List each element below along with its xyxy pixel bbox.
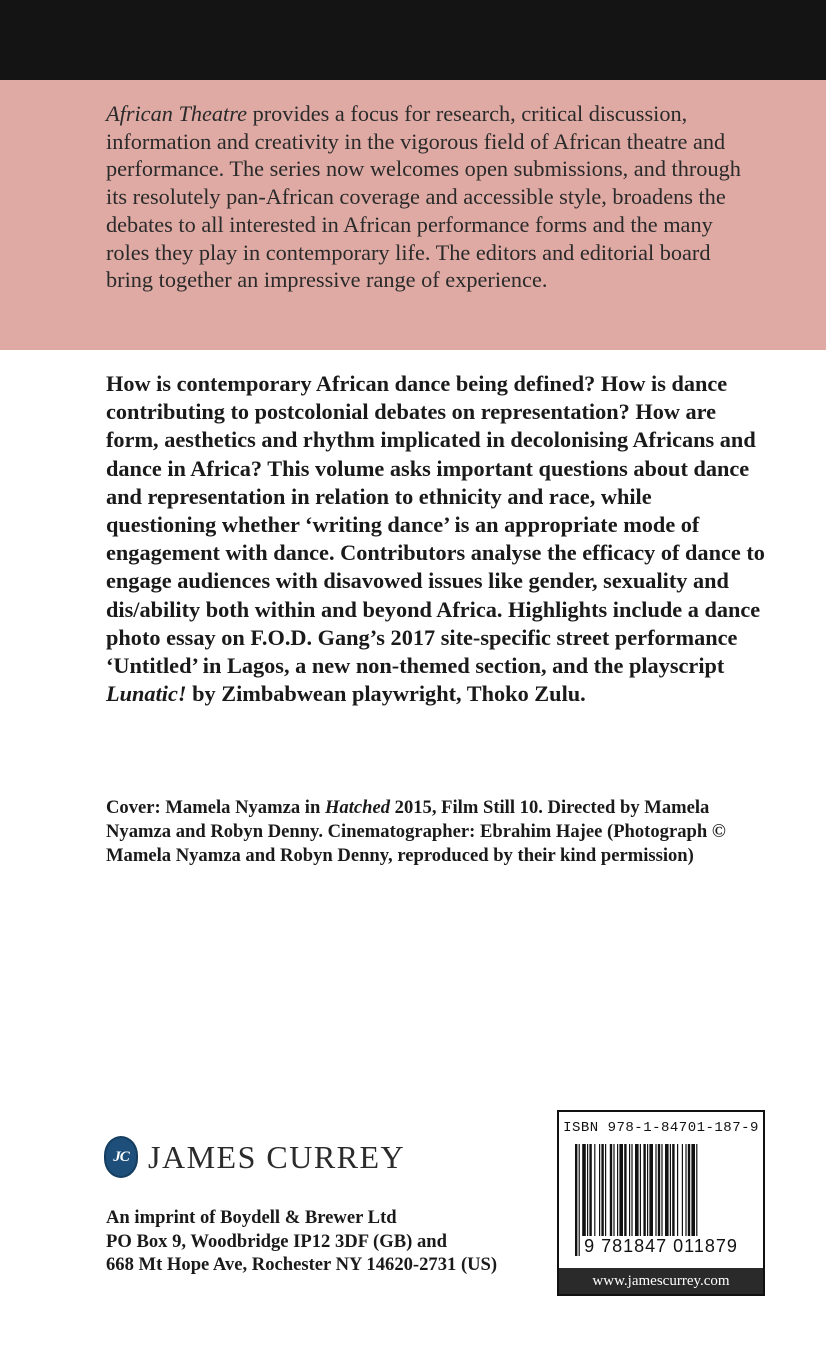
- isbn-label: ISBN 978-1-84701-187-9: [563, 1120, 759, 1136]
- barcode-digits: 9 781847 011879: [584, 1236, 738, 1256]
- cover-work-title: Hatched: [324, 797, 391, 818]
- imprint-line: 668 Mt Hope Ave, Rochester NY 14620-2731 (US): [106, 1254, 498, 1275]
- play-title: Lunatic!: [106, 681, 187, 707]
- imprint-line: PO Box 9, Woodbridge IP12 3DF (GB) and: [106, 1230, 447, 1252]
- book-description: [106, 370, 766, 708]
- cover-credit-prefix: Cover: Mamela Nyamza in: [106, 797, 325, 818]
- cover-credit-suffix: 2015, Film Still 10. Directed by Mamela Nyamza and Robyn Denny. Cinematographer: Ebrahim Hajee (Photograph © Mamela Nyamza and Robyn Denny, reproduced by their kind permission): [106, 797, 726, 866]
- publisher-name: JAMES CURREY: [148, 1138, 406, 1175]
- description-text-end: by Zimbabwean playwright, Thoko Zulu.: [186, 681, 586, 707]
- imprint-line: An imprint of Boydell & Brewer Ltd: [106, 1207, 397, 1228]
- top-dark-band: [0, 0, 826, 80]
- publisher-logo: [104, 1136, 405, 1178]
- cover-credit: [106, 796, 766, 868]
- series-blurb: [106, 100, 746, 294]
- series-blurb-text: provides a focus for research, critical discussion, information and creativity in the vigorous field of African theatre and performance. The series now welcomes open submissions, and through its resolutely pan-African coverage and accessible style, broadens the debates to all interested in African performance forms and the many roles they play in contemporary life. The editors and editorial board bring together an impressive range of experience.: [106, 101, 741, 293]
- barcode-box: [557, 1110, 765, 1296]
- series-title: African Theatre: [106, 101, 247, 126]
- imprint-address: [106, 1206, 546, 1277]
- description-text: How is contemporary African dance being defined? How is dance contributing to postcolonial debates on representation? How are form, aesthetics and rhythm implicated in decolonising Africans and dance in Africa? This volume asks important questions about dance and representation in relation to ethnicity and race, while questioning whether ‘writing dance’ is an appropriate mode of engagement with dance. Contributors analyse the efficacy of dance to engage audiences with disavowed issues like gender, sexuality and dis/ability both within and beyond Africa. Highlights include a dance photo essay on F.O.D. Gang’s 2017 site-specific street performance ‘Untitled’ in Lagos, a new non-themed section, and the playscript: [106, 371, 765, 679]
- publisher-url: www.jamescurrey.com: [559, 1268, 763, 1294]
- jc-seal-icon: JC: [104, 1136, 138, 1178]
